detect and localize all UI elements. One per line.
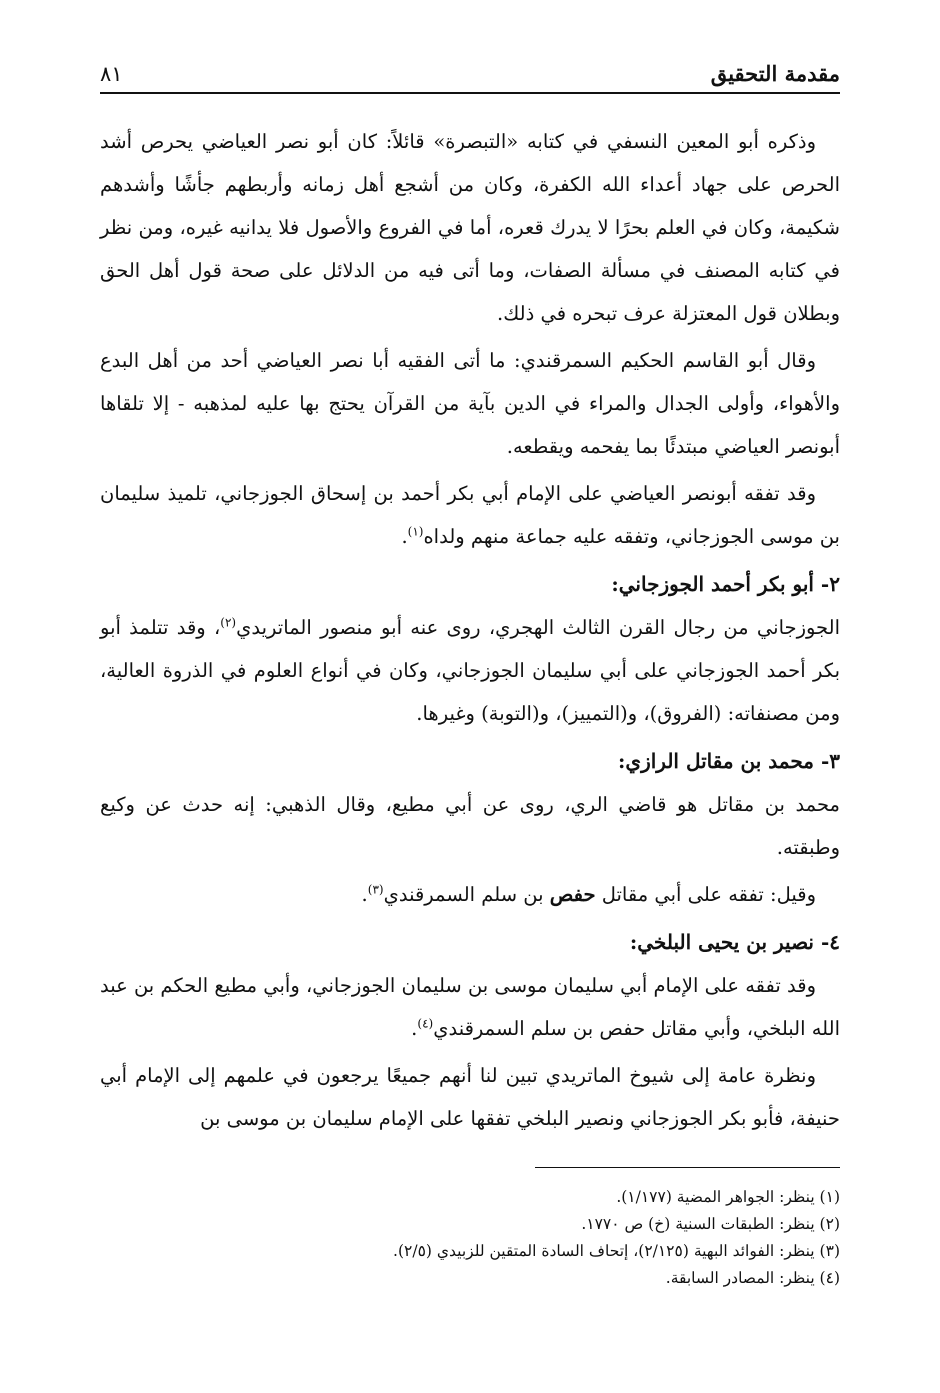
main-text — [100, 120, 840, 1144]
paragraph-4 — [100, 606, 840, 735]
paragraph-1: وذكره أبو المعين النسفي في كتابه «التبصرة» قائلاً: كان أبو نصر العياضي يحرص أشد الحرص على جهاد أعداء الله الكفرة، وكان من أشجع أهل زمانه وأربطهم جأشًا وأشدهم شكيمة، وكان في العلم بحرًا لا يدرك قعره، أما في الفروع والأصول فلا يدانيه غيره، ومن نظر في كتابه المصنف في مسألة الصفات، وما أتى فيه من الدلائل على صحة قول أهل الحق وبطلان قول المعتزلة عرف تبحره في ذلك. — [100, 130, 840, 325]
footnote-3: (٣) ينظر: الفوائد البهية (٢/١٢٥)، إتحاف السادة المتقين للزبيدي (٢/٥). — [393, 1242, 840, 1260]
section-heading-4: ٤- نصير بن يحيى البلخي: — [629, 930, 840, 954]
footnotes — [100, 1184, 840, 1292]
paragraph-6: وقيل: تفقه على أبي مقاتل حفص بن سلم السمرقندي$^{(٣)}$. — [361, 882, 816, 906]
footnote-4: (٤) ينظر: المصادر السابقة. — [665, 1269, 840, 1287]
footnote-2: (٢) ينظر: الطبقات السنية (خ) ص ١٧٧٠. — [581, 1215, 840, 1233]
paragraph-3: وقد تفقه أبونصر العياضي على الإمام أبي بكر أحمد بن إسحاق الجوزجاني، تلميذ سليمان بن موسى الجوزجاني، وتفقه عليه جماعة منهم ولداه$^{(١)}$. — [100, 482, 840, 548]
page-header — [100, 52, 840, 94]
paragraph-4-text-b: ، وقد تتلمذ أبو بكر أحمد الجوزجاني على أبي سليمان الجوزجاني، وكان في أنواع العلوم في الذروة العالية، ومن مصنفاته: (الفروق)، و(التمييز)، و(التوبة) وغيرها. — [100, 616, 840, 725]
paragraph-7-text: وقد تفقه على الإمام أبي سليمان موسى بن سليمان الجوزجاني، وأبي مطيع الحكم بن عبد الله البلخي، وأبي مقاتل حفص بن سلم السمرقندي — [100, 974, 840, 1040]
footnote-1: (١) ينظر: الجواهر المضية (١/١٧٧). — [616, 1188, 840, 1206]
paragraph-6-text-b: بن سلم السمرقندي — [383, 883, 544, 906]
running-head: مقدمة التحقيق — [710, 61, 840, 86]
paragraph-6-bold: حفص — [549, 883, 596, 906]
footnote-separator — [535, 1167, 840, 1168]
section-heading-3: ٣- محمد بن مقاتل الرازي: — [618, 749, 840, 773]
page-number: ٨١ — [100, 62, 123, 86]
paragraph-4-text-a: الجوزجاني من رجال القرن الثالث الهجري، روى عنه أبو منصور الماتريدي — [236, 616, 841, 639]
footnote-ref-1: (١) — [407, 524, 424, 539]
paragraph-3-text: وقد تفقه أبونصر العياضي على الإمام أبي بكر أحمد بن إسحاق الجوزجاني، تلميذ سليمان بن موسى الجوزجاني، وتفقه عليه جماعة منهم ولداه — [100, 482, 840, 548]
paragraph-7: وقد تفقه على الإمام أبي سليمان موسى بن سليمان الجوزجاني، وأبي مطيع الحكم بن عبد الله البلخي، وأبي مقاتل حفص بن سلم السمرقندي$^{(٤)}$. — [100, 974, 840, 1040]
footnote-ref-4: (٤) — [417, 1016, 434, 1031]
paragraph-2: وقال أبو القاسم الحكيم السمرقندي: ما أتى الفقيه أبا نصر العياضي أحد من أهل البدع والأهواء، وأولى الجدال والمراء في الدين بآية من القرآن يحتج بها عليه لمذهبه - إلا تلقاها أبونصر العياضي مبتدئًا بما يفحمه ويقطعه. — [100, 349, 840, 458]
paragraph-6-text-a: وقيل: تفقه على أبي مقاتل — [601, 883, 816, 906]
section-heading-2: ٢- أبو بكر أحمد الجوزجاني: — [611, 572, 840, 596]
paragraph-5: محمد بن مقاتل هو قاضي الري، روى عن أبي مطيع، وقال الذهبي: إنه حدث عن وكيع وطبقته. — [100, 793, 840, 859]
paragraph-8: ونظرة عامة إلى شيوخ الماتريدي تبين لنا أنهم جميعًا يرجعون في علمهم إلى الإمام أبي حنيفة، فأبو بكر الجوزجاني ونصير البلخي تفقها على الإمام سليمان بن موسى بن — [100, 1064, 840, 1130]
footnote-ref-3: (٣) — [367, 882, 384, 897]
footnote-ref-2: (٢) — [220, 615, 237, 630]
